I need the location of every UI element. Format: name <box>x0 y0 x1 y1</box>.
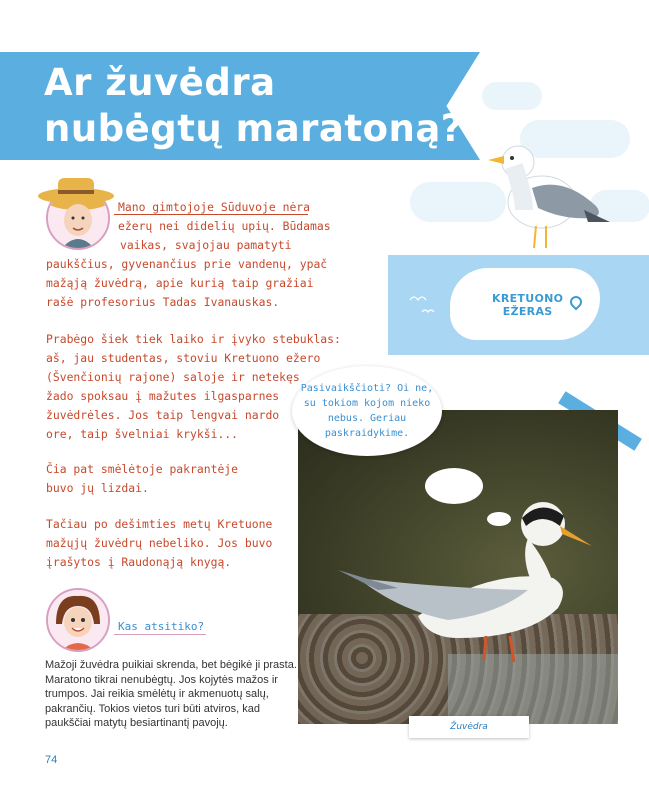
birds-sketch <box>408 290 448 320</box>
thought-bubble <box>425 468 483 504</box>
text-line: mažųjų žuvėdrų nebeliko. Jos buvo <box>46 536 273 550</box>
text-line: Čia pat smėlėtoje pakrantėje <box>46 462 239 476</box>
lake-label <box>492 292 563 318</box>
answer-text: Mažoji žuvėdra puikiai skrenda, bet bėgikė ji prasta. Maratono tikrai nenubėgtų. Jos kojytės mažos ir trumpos. Jai reikia smėlėtų ir akmenuotų salų, pakrančių. Tokios vietos turi būti atviros, kad paukščiai matytų besiartinantį pavojų. <box>45 659 297 729</box>
intro-underline <box>114 214 308 215</box>
text-line: Tačiau po dešimties metų Kretuone <box>46 517 273 531</box>
paragraph-4 <box>46 515 272 572</box>
text-line: aš, jau studentas, stoviu Kretuono ežero <box>46 351 321 365</box>
text-line: (Švenčionių rajone) saloje ir netekęs <box>46 370 300 384</box>
text-line: Prabėgo šiek tiek laiko ir įvyko stebuklas: <box>46 332 341 346</box>
question-underline <box>114 634 206 635</box>
tern-bird <box>338 498 598 678</box>
text-line: vaikas, svajojau pamatyti <box>120 238 292 252</box>
lake-label-line-2: EŽERAS <box>502 305 553 318</box>
question-label: Kas atsitiko? <box>118 620 205 633</box>
professor-hat <box>36 176 116 206</box>
speech-bubble-text: Pasivaikščioti? Oi ne, su tokiom kojom nieko nebus. Geriau paskraidykime. <box>300 383 434 439</box>
paragraph-1-cont <box>46 236 327 312</box>
intro-first-line: Mano gimtojoje Sūduvoje nėra <box>118 200 311 214</box>
text-line: ore, taip švelniai krykši... <box>46 427 239 441</box>
paragraph-1 <box>118 217 331 236</box>
text-line: žuvėdrėles. Jos taip lengvai nardo <box>46 408 280 422</box>
page-title <box>44 60 463 152</box>
thought-bubble-small <box>487 512 511 526</box>
child-avatar <box>46 588 110 652</box>
tern-photo <box>298 410 618 724</box>
page-number: 74 <box>45 754 58 766</box>
text-line: žado spoksau į mažutes ilgasparnes <box>46 389 280 403</box>
text-line: buvo jų lizdai. <box>46 481 149 495</box>
text-line: įrašytos į Raudonąją knygą. <box>46 555 232 569</box>
gull-illustration <box>484 136 614 252</box>
text-line: rašė profesorius Tadas Ivanauskas. <box>46 295 280 309</box>
text-line: mažąją žuvėdrą, apie kurią taip gražiai <box>46 276 314 290</box>
title-line-2: nubėgtų maratoną? <box>44 107 463 150</box>
paragraph-2 <box>46 330 341 444</box>
cloud-decoration <box>482 82 542 110</box>
text-line: ežerų nei didelių upių. Būdamas <box>118 219 331 233</box>
paragraph-3 <box>46 460 238 498</box>
title-line-1: Ar žuvėdra <box>44 61 276 104</box>
lake-label-line-1: KRETUONO <box>492 292 564 305</box>
text-line: paukščius, gyvenančius prie vandenų, ypač <box>46 257 328 271</box>
photo-caption: Žuvėdra <box>409 716 529 738</box>
